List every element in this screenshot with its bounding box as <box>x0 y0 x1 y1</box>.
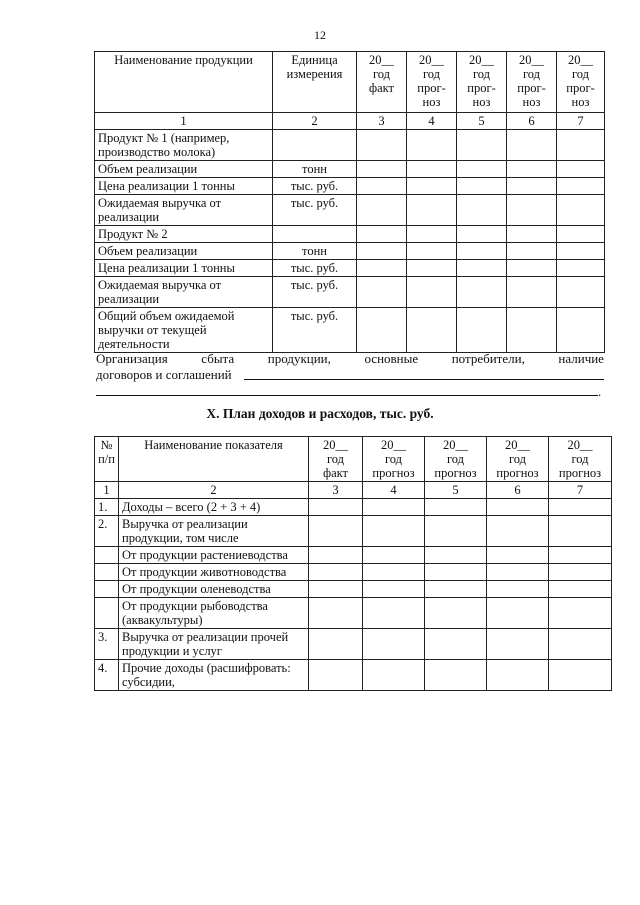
column-number: 7 <box>549 482 612 499</box>
column-number: 6 <box>487 482 549 499</box>
column-header <box>549 437 612 482</box>
header-text: ноз <box>522 95 541 109</box>
indicator-name: От продукции растениеводства <box>119 547 309 564</box>
value-cell[interactable] <box>363 660 425 691</box>
column-header <box>407 52 457 113</box>
column-header <box>557 52 605 113</box>
value-cell[interactable] <box>457 161 507 178</box>
header-text: 20__ <box>443 438 468 452</box>
table-row <box>95 243 605 260</box>
value-cell[interactable] <box>407 277 457 308</box>
value-cell[interactable] <box>357 226 407 243</box>
value-cell[interactable] <box>309 598 363 629</box>
header-text: прогноз <box>496 466 539 480</box>
header-text: 20__ <box>567 438 593 452</box>
product-name: Цена реализации 1 тонны <box>95 260 273 277</box>
unit: тонн <box>273 161 357 178</box>
value-cell[interactable] <box>357 260 407 277</box>
value-cell[interactable] <box>363 581 425 598</box>
unit <box>273 130 357 161</box>
header-text: год <box>372 67 391 81</box>
table-row <box>95 547 612 564</box>
product-name: Ожидаемая выручка от реализации <box>95 277 273 308</box>
header-text: прог- <box>566 81 595 95</box>
value-cell[interactable] <box>557 178 605 195</box>
value-cell[interactable] <box>425 660 487 691</box>
paragraph-word: наличие <box>558 351 604 366</box>
header-text: ноз <box>571 95 590 109</box>
value-cell[interactable] <box>487 660 549 691</box>
header-text: 20__ <box>505 438 530 452</box>
header-text: измерения <box>286 67 343 81</box>
sales-paragraph-line3 <box>96 383 604 400</box>
value-cell[interactable] <box>457 178 507 195</box>
table-header-row <box>95 437 612 482</box>
header-text: ноз <box>422 95 441 109</box>
row-number <box>95 598 119 629</box>
paragraph-word: основные <box>364 351 419 366</box>
header-text: прог- <box>417 81 446 95</box>
indicator-name: От продукции животноводства <box>119 564 309 581</box>
header-text: год <box>522 67 541 81</box>
column-number: 3 <box>357 113 407 130</box>
value-cell[interactable] <box>357 243 407 260</box>
table-row <box>95 130 605 161</box>
value-cell[interactable] <box>407 243 457 260</box>
row-number <box>95 564 119 581</box>
table-row <box>95 629 612 660</box>
income-plan-table <box>94 436 612 691</box>
value-cell[interactable] <box>557 277 605 308</box>
value-cell[interactable] <box>557 308 605 353</box>
table-row <box>95 308 605 353</box>
paragraph-text: договоров и соглашений <box>96 367 232 382</box>
header-text: 20__ <box>369 53 394 67</box>
value-cell[interactable] <box>487 564 549 581</box>
header-text: факт <box>322 466 349 480</box>
value-cell[interactable] <box>407 178 457 195</box>
header-text: год <box>472 67 491 81</box>
header-text: год <box>326 452 345 466</box>
row-number <box>95 547 119 564</box>
value-cell[interactable] <box>549 598 612 629</box>
value-cell[interactable] <box>425 581 487 598</box>
header-text: прогноз <box>372 466 415 480</box>
header-text: прогноз <box>434 466 477 480</box>
table-row <box>95 660 612 691</box>
value-cell[interactable] <box>457 260 507 277</box>
table-row <box>95 581 612 598</box>
value-cell[interactable] <box>507 308 557 353</box>
header-text: 20__ <box>568 53 593 67</box>
paragraph-word: потребители, <box>451 351 525 366</box>
paragraph-word: продукции, <box>267 351 331 366</box>
value-cell[interactable] <box>357 178 407 195</box>
table-row <box>95 178 605 195</box>
value-cell[interactable] <box>407 260 457 277</box>
column-number: 1 <box>95 113 273 130</box>
value-cell[interactable] <box>425 516 487 547</box>
column-number: 4 <box>363 482 425 499</box>
column-header <box>119 437 309 482</box>
value-cell[interactable] <box>549 629 612 660</box>
unit: тыс. руб. <box>273 277 357 308</box>
value-cell[interactable] <box>309 660 363 691</box>
column-number: 5 <box>457 113 507 130</box>
sales-paragraph-line1 <box>96 351 604 367</box>
table-row <box>95 564 612 581</box>
header-text: 20__ <box>419 53 444 67</box>
column-number: 1 <box>95 482 119 499</box>
fill-in-line[interactable] <box>244 367 604 380</box>
header-text: год <box>422 67 441 81</box>
value-cell[interactable] <box>309 629 363 660</box>
value-cell[interactable] <box>507 277 557 308</box>
value-cell[interactable] <box>357 161 407 178</box>
indicator-name: Доходы – всего (2 + 3 + 4) <box>119 499 309 516</box>
paragraph-word: Организация <box>96 351 168 366</box>
table-row <box>95 226 605 243</box>
value-cell[interactable] <box>507 178 557 195</box>
header-text: п/п <box>98 452 115 466</box>
column-number: 5 <box>425 482 487 499</box>
value-cell[interactable] <box>407 130 457 161</box>
value-cell[interactable] <box>549 499 612 516</box>
products-table <box>94 51 605 353</box>
value-cell[interactable] <box>487 629 549 660</box>
column-number: 2 <box>119 482 309 499</box>
sales-paragraph-line2 <box>96 367 604 383</box>
value-cell[interactable] <box>549 581 612 598</box>
section-title: X. План доходов и расходов, тыс. руб. <box>206 406 434 421</box>
header-text: прог- <box>467 81 496 95</box>
value-cell[interactable] <box>309 581 363 598</box>
value-cell[interactable] <box>407 161 457 178</box>
header-text: год <box>571 67 590 81</box>
header-text: факт <box>368 81 395 95</box>
column-header <box>273 52 357 113</box>
product-name: Продукт № 2 <box>95 226 273 243</box>
row-number: 4. <box>95 660 119 691</box>
value-cell[interactable] <box>557 243 605 260</box>
header-text: прог- <box>517 81 546 95</box>
column-number-row <box>95 482 612 499</box>
value-cell[interactable] <box>549 547 612 564</box>
value-cell[interactable] <box>557 130 605 161</box>
product-name: Цена реализации 1 тонны <box>95 178 273 195</box>
value-cell[interactable] <box>457 277 507 308</box>
header-text: Наименование показателя <box>144 438 283 452</box>
unit: тыс. руб. <box>273 260 357 277</box>
column-header <box>363 437 425 482</box>
value-cell[interactable] <box>507 130 557 161</box>
value-cell[interactable] <box>309 499 363 516</box>
value-cell[interactable] <box>549 660 612 691</box>
table-row <box>95 598 612 629</box>
value-cell[interactable] <box>487 581 549 598</box>
header-text: 20__ <box>519 53 544 67</box>
column-header <box>487 437 549 482</box>
header-text: год <box>571 452 589 466</box>
table-header-row <box>95 52 605 113</box>
column-header <box>95 437 119 482</box>
table-row <box>95 499 612 516</box>
value-cell[interactable] <box>425 547 487 564</box>
value-cell[interactable] <box>557 195 605 226</box>
value-cell[interactable] <box>309 564 363 581</box>
indicator-name: Прочие доходы (расшифровать: субсидии, <box>119 660 309 691</box>
indicator-name: Выручка от реализации прочей продукции и услуг <box>119 629 309 660</box>
end-mark: . <box>598 384 602 399</box>
value-cell[interactable] <box>457 195 507 226</box>
value-cell[interactable] <box>357 195 407 226</box>
value-cell[interactable] <box>557 161 605 178</box>
value-cell[interactable] <box>407 226 457 243</box>
header-text: год <box>508 452 527 466</box>
value-cell[interactable] <box>407 195 457 226</box>
value-cell[interactable] <box>457 130 507 161</box>
header-text: 20__ <box>381 438 406 452</box>
header-text: № <box>100 438 113 452</box>
unit: тонн <box>273 243 357 260</box>
header-text: год <box>384 452 403 466</box>
column-number: 2 <box>273 113 357 130</box>
value-cell[interactable] <box>363 516 425 547</box>
table-row <box>95 260 605 277</box>
table-row <box>95 195 605 226</box>
value-cell[interactable] <box>309 516 363 547</box>
fill-in-line[interactable] <box>96 383 598 396</box>
row-number: 3. <box>95 629 119 660</box>
column-header <box>425 437 487 482</box>
column-number: 6 <box>507 113 557 130</box>
header-text: 20__ <box>469 53 494 67</box>
column-number: 3 <box>309 482 363 499</box>
indicator-name: От продукции рыбоводства (аквакультуры) <box>119 598 309 629</box>
value-cell[interactable] <box>549 516 612 547</box>
column-header <box>357 52 407 113</box>
value-cell[interactable] <box>507 195 557 226</box>
value-cell[interactable] <box>457 226 507 243</box>
value-cell[interactable] <box>363 547 425 564</box>
value-cell[interactable] <box>487 499 549 516</box>
value-cell[interactable] <box>507 226 557 243</box>
header-text: год <box>446 452 465 466</box>
value-cell[interactable] <box>357 130 407 161</box>
product-name: Продукт № 1 (например, производство молока) <box>95 130 273 161</box>
unit: тыс. руб. <box>273 308 357 353</box>
value-cell[interactable] <box>363 598 425 629</box>
column-header <box>309 437 363 482</box>
value-cell[interactable] <box>507 161 557 178</box>
unit: тыс. руб. <box>273 195 357 226</box>
paragraph-word: сбыта <box>201 351 235 366</box>
header-text: Единица <box>291 53 338 67</box>
value-cell[interactable] <box>487 547 549 564</box>
column-header <box>457 52 507 113</box>
indicator-name: От продукции оленеводства <box>119 581 309 598</box>
column-number: 4 <box>407 113 457 130</box>
row-number <box>95 581 119 598</box>
value-cell[interactable] <box>407 308 457 353</box>
value-cell[interactable] <box>357 308 407 353</box>
header-text: ноз <box>472 95 491 109</box>
value-cell[interactable] <box>309 547 363 564</box>
table-row <box>95 516 612 547</box>
product-name: Ожидаемая выручка от реализации <box>95 195 273 226</box>
value-cell[interactable] <box>357 277 407 308</box>
unit <box>273 226 357 243</box>
page-number: 12 <box>314 28 326 42</box>
header-text: прогноз <box>558 466 602 480</box>
value-cell[interactable] <box>457 243 507 260</box>
value-cell[interactable] <box>507 243 557 260</box>
column-number: 7 <box>557 113 605 130</box>
column-number-row <box>95 113 605 130</box>
value-cell[interactable] <box>487 598 549 629</box>
header-text: Наименование продукции <box>114 53 253 67</box>
column-header <box>507 52 557 113</box>
value-cell[interactable] <box>507 260 557 277</box>
value-cell[interactable] <box>557 260 605 277</box>
product-name: Общий объем ожидаемой выручки от текущей деятельности <box>95 308 273 353</box>
unit: тыс. руб. <box>273 178 357 195</box>
value-cell[interactable] <box>457 308 507 353</box>
table-row <box>95 277 605 308</box>
row-number: 1. <box>95 499 119 516</box>
value-cell[interactable] <box>549 564 612 581</box>
value-cell[interactable] <box>425 499 487 516</box>
table-row <box>95 161 605 178</box>
value-cell[interactable] <box>425 564 487 581</box>
value-cell[interactable] <box>363 499 425 516</box>
header-text: 20__ <box>323 438 348 452</box>
column-header <box>95 52 273 113</box>
value-cell[interactable] <box>425 629 487 660</box>
product-name: Объем реализации <box>95 243 273 260</box>
product-name: Объем реализации <box>95 161 273 178</box>
row-number: 2. <box>95 516 119 547</box>
value-cell[interactable] <box>363 564 425 581</box>
value-cell[interactable] <box>557 226 605 243</box>
indicator-name: Выручка от реализации продукции, том числе <box>119 516 309 547</box>
value-cell[interactable] <box>363 629 425 660</box>
value-cell[interactable] <box>487 516 549 547</box>
value-cell[interactable] <box>425 598 487 629</box>
